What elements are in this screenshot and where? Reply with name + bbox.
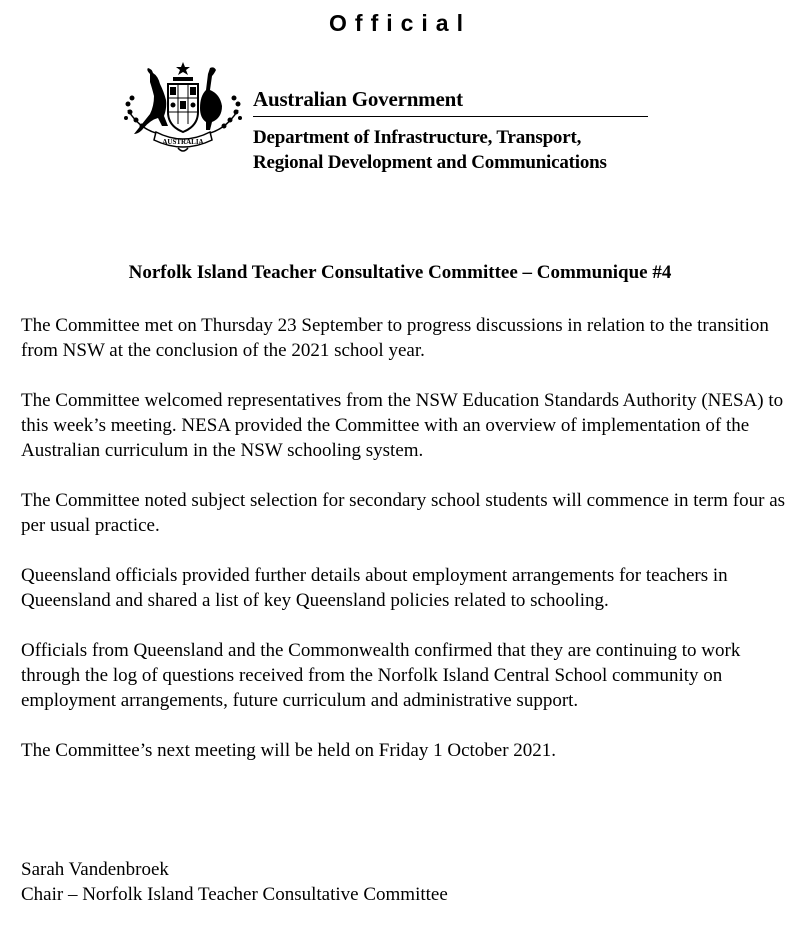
svg-text:AUSTRALIA: AUSTRALIA	[162, 138, 204, 146]
department-name	[253, 125, 648, 175]
document-body	[21, 313, 791, 788]
paragraph: The Committee welcomed representatives from the NSW Education Standards Authority (NESA) to this week’s meeting. NESA provided the Committee with an overview of implementation of the Australian curriculum in the NSW schooling system.	[21, 390, 784, 461]
paragraph: Queensland officials provided further details about employment arrangements for teachers in Queensland and shared a list of key Queensland policies related to schooling.	[21, 565, 728, 611]
government-name: Australian Government	[253, 86, 648, 117]
government-branding	[253, 86, 648, 175]
department-line-1: Department of Infrastructure, Transport,	[253, 127, 582, 148]
classification-label: Official	[329, 10, 471, 36]
paragraph: Officials from Queensland and the Commonwealth confirmed that they are continuing to work through the log of questions received from the Norfolk Island Central School community on employment arrangements, future curriculum and administrative support.	[21, 640, 741, 711]
department-line-2: Regional Development and Communications	[253, 152, 607, 173]
signature-block	[21, 857, 448, 907]
signatory-name: Sarah Vandenbroek	[21, 859, 169, 880]
paragraph: The Committee’s next meeting will be held on Friday 1 October 2021.	[21, 740, 557, 761]
paragraph: The Committee noted subject selection for secondary school students will commence in term four as per usual practice.	[21, 490, 786, 536]
coat-of-arms-icon	[120, 60, 246, 156]
signatory-role: Chair – Norfolk Island Teacher Consultative Committee	[21, 884, 448, 905]
document-title: Norfolk Island Teacher Consultative Committee – Communique #4	[128, 262, 672, 283]
paragraph: The Committee met on Thursday 23 September to progress discussions in relation to the transition from NSW at the conclusion of the 2021 school year.	[21, 315, 769, 361]
